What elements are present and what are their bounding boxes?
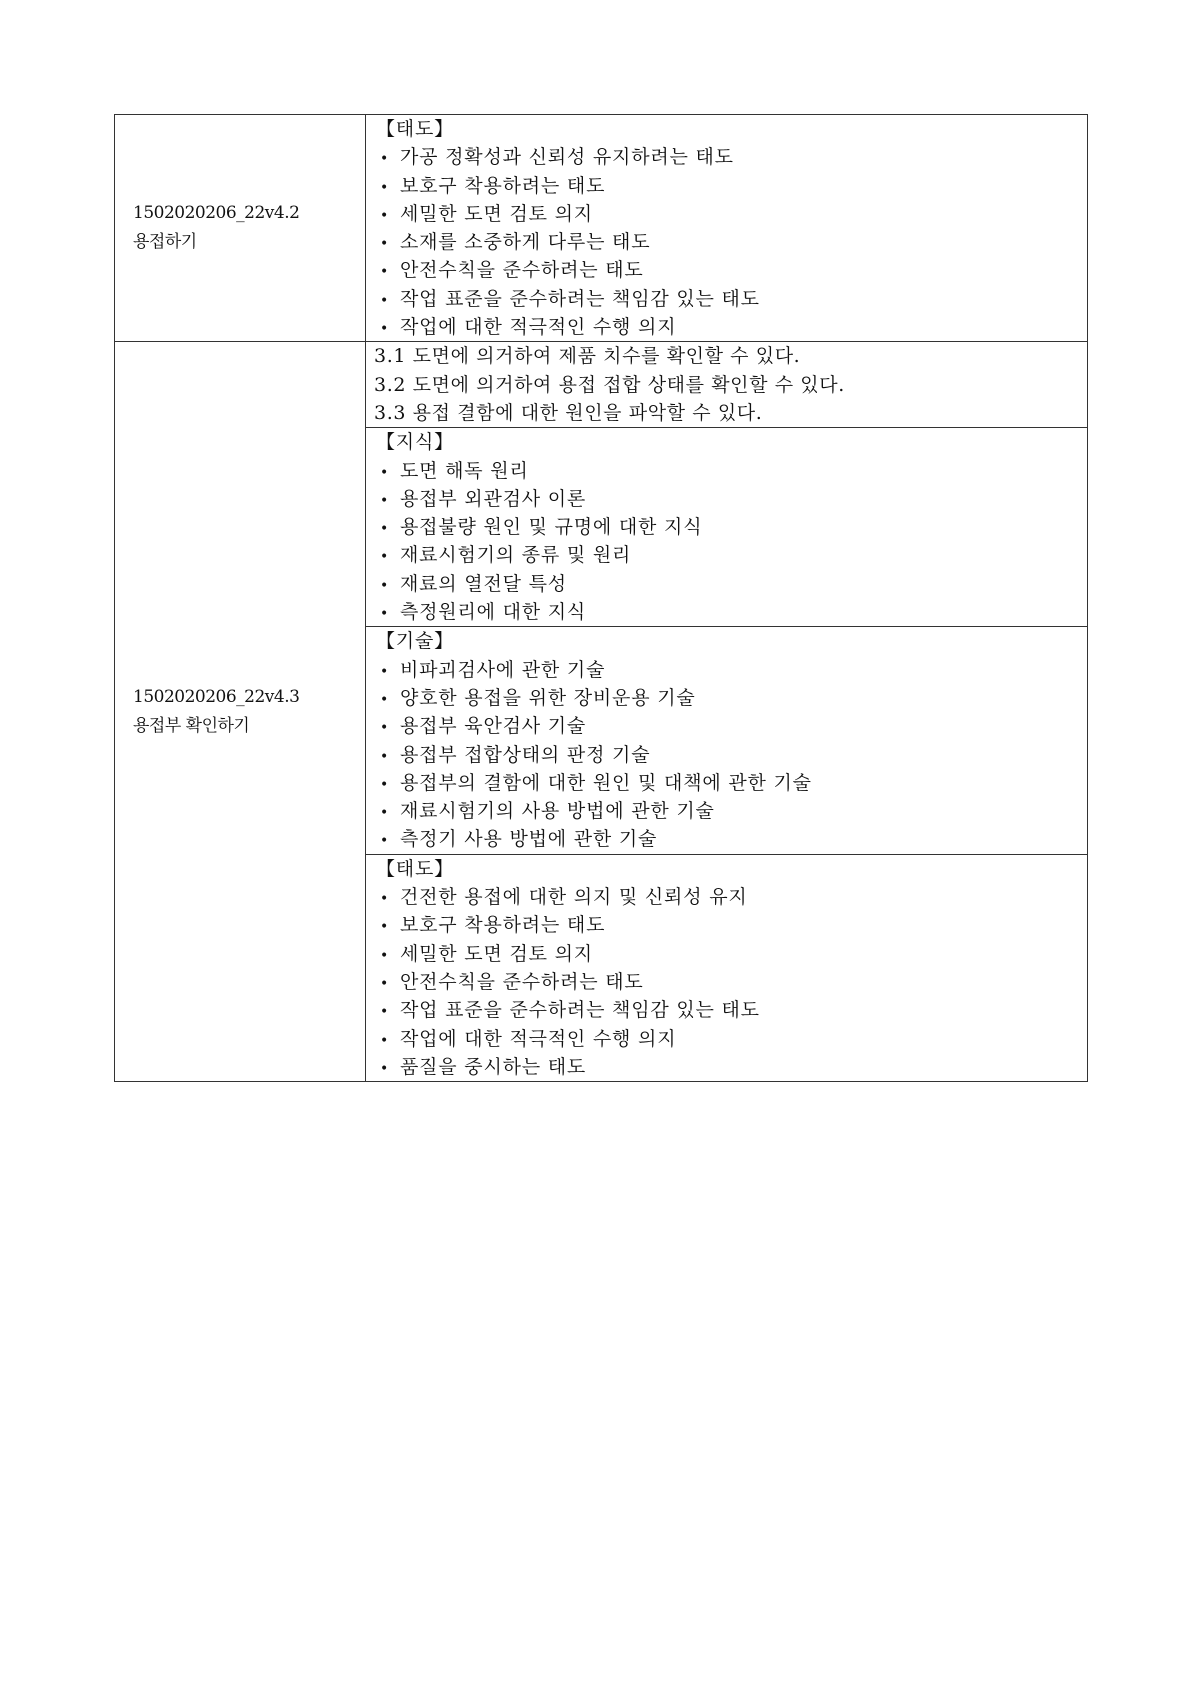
- skill-section: [366, 627, 1088, 854]
- criterion: 3.1 도면에 의거하여 제품 치수를 확인할 수 있다.: [374, 345, 801, 368]
- bullet-icon: •: [380, 833, 390, 850]
- list-item: [374, 712, 1087, 740]
- attitude-section: [366, 854, 1088, 1081]
- list-item-text: 세밀한 도면 검토 의지: [400, 202, 593, 225]
- list-item: [374, 570, 1087, 598]
- list-item: [374, 172, 1087, 200]
- list-item-text: 용접부 육안검사 기술: [400, 715, 587, 738]
- list-item: [374, 825, 1087, 853]
- bullet-icon: •: [380, 776, 390, 793]
- unit-code: 1502020206_22v4.2: [133, 203, 300, 224]
- criterion: 3.3 용접 결함에 대한 원인을 파악할 수 있다.: [374, 401, 763, 424]
- list-item-text: 도면 해독 원리: [400, 459, 529, 482]
- list-item: [374, 513, 1087, 541]
- bullet-icon: •: [380, 1004, 390, 1021]
- bullet-icon: •: [380, 492, 390, 509]
- bullet-icon: •: [380, 663, 390, 680]
- list-item: [374, 684, 1087, 712]
- bullet-icon: •: [380, 1032, 390, 1049]
- bullet-icon: •: [380, 1060, 390, 1077]
- list-item-text: 작업에 대한 적극적인 수행 의지: [400, 316, 677, 339]
- criterion: 3.2 도면에 의거하여 용접 접합 상태를 확인할 수 있다.: [374, 373, 845, 396]
- list-item-text: 용접불량 원인 및 규명에 대한 지식: [400, 516, 703, 539]
- unit-cell: [115, 342, 366, 1082]
- list-item-text: 비파괴검사에 관한 기술: [400, 658, 606, 681]
- unit-code: 1502020206_22v4.3: [133, 686, 300, 707]
- list-item: [374, 313, 1087, 341]
- list-item-text: 건전한 용접에 대한 의지 및 신뢰성 유지: [400, 886, 748, 909]
- bullet-icon: •: [380, 151, 390, 168]
- list-item: [374, 228, 1087, 256]
- list-item-text: 용접부 접합상태의 판정 기술: [400, 743, 651, 766]
- unit-name: 용접부 확인하기: [133, 715, 250, 736]
- list-item: [374, 769, 1087, 797]
- list-item-text: 재료시험기의 사용 방법에 관한 기술: [400, 800, 715, 823]
- list-item-text: 용접부의 결함에 대한 원인 및 대책에 관한 기술: [400, 771, 812, 794]
- section-heading: 【태도】: [376, 118, 454, 140]
- list-item: [374, 285, 1087, 313]
- list-item-text: 양호한 용접을 위한 장비운용 기술: [400, 686, 696, 709]
- bullet-icon: •: [380, 720, 390, 737]
- list-item-text: 측정기 사용 방법에 관한 기술: [400, 828, 658, 851]
- list-item: [374, 1025, 1087, 1053]
- list-item: [374, 797, 1087, 825]
- bullet-icon: •: [380, 606, 390, 623]
- bullet-icon: •: [380, 521, 390, 538]
- list-item: [374, 996, 1087, 1024]
- unit-name: 용접하기: [133, 232, 197, 253]
- list-item: [374, 256, 1087, 284]
- list-item-text: 측정원리에 대한 지식: [400, 601, 587, 624]
- bullet-icon: •: [380, 748, 390, 765]
- list-item: [374, 911, 1087, 939]
- list-item-text: 안전수칙을 준수하려는 태도: [400, 259, 644, 282]
- bullet-icon: •: [380, 891, 390, 908]
- bullet-icon: •: [380, 805, 390, 822]
- list-item-text: 소재를 소중하게 다루는 태도: [400, 231, 651, 254]
- list-item-text: 안전수칙을 준수하려는 태도: [400, 970, 644, 993]
- list-item: [374, 143, 1087, 171]
- bullet-icon: •: [380, 207, 390, 224]
- list-item: [374, 940, 1087, 968]
- bullet-icon: •: [380, 464, 390, 481]
- list-item-text: 용접부 외관검사 이론: [400, 487, 587, 510]
- list-item: [374, 968, 1087, 996]
- list-item-text: 가공 정확성과 신뢰성 유지하려는 태도: [400, 146, 734, 169]
- list-item: [374, 741, 1087, 769]
- section-heading: 【태도】: [376, 857, 454, 880]
- list-item-text: 품질을 중시하는 태도: [400, 1055, 587, 1078]
- list-item: [374, 656, 1087, 684]
- attitude-section: [366, 115, 1088, 342]
- bullet-icon: •: [380, 975, 390, 992]
- list-item-text: 보호구 착용하려는 태도: [400, 914, 606, 937]
- list-item-text: 재료의 열전달 특성: [400, 572, 567, 595]
- list-item: [374, 1053, 1087, 1081]
- list-item-text: 작업에 대한 적극적인 수행 의지: [400, 1027, 677, 1050]
- unit-row: [115, 342, 1088, 428]
- list-item: [374, 457, 1087, 485]
- list-item-text: 작업 표준을 준수하려는 책임감 있는 태도: [400, 287, 760, 310]
- list-item: [374, 485, 1087, 513]
- bullet-icon: •: [380, 264, 390, 281]
- section-heading: 【지식】: [376, 431, 454, 454]
- list-item: [374, 883, 1087, 911]
- bullet-icon: •: [380, 179, 390, 196]
- bullet-icon: •: [380, 577, 390, 594]
- list-item: [374, 598, 1087, 626]
- section-heading: 【기술】: [376, 630, 454, 653]
- bullet-icon: •: [380, 919, 390, 936]
- list-item: [374, 541, 1087, 569]
- bullet-icon: •: [380, 549, 390, 566]
- unit-cell: [115, 115, 366, 342]
- performance-criteria: [366, 342, 1088, 428]
- bullet-icon: •: [380, 691, 390, 708]
- list-item-text: 작업 표준을 준수하려는 책임감 있는 태도: [400, 999, 760, 1022]
- competency-unit-table: [114, 114, 1088, 1082]
- unit-row: [115, 115, 1088, 342]
- bullet-icon: •: [380, 292, 390, 309]
- list-item-text: 재료시험기의 종류 및 원리: [400, 544, 632, 567]
- knowledge-section: [366, 428, 1088, 627]
- list-item-text: 보호구 착용하려는 태도: [400, 174, 606, 197]
- bullet-icon: •: [380, 321, 390, 338]
- bullet-icon: •: [380, 947, 390, 964]
- list-item-text: 세밀한 도면 검토 의지: [400, 942, 593, 965]
- bullet-icon: •: [380, 236, 390, 253]
- list-item: [374, 200, 1087, 228]
